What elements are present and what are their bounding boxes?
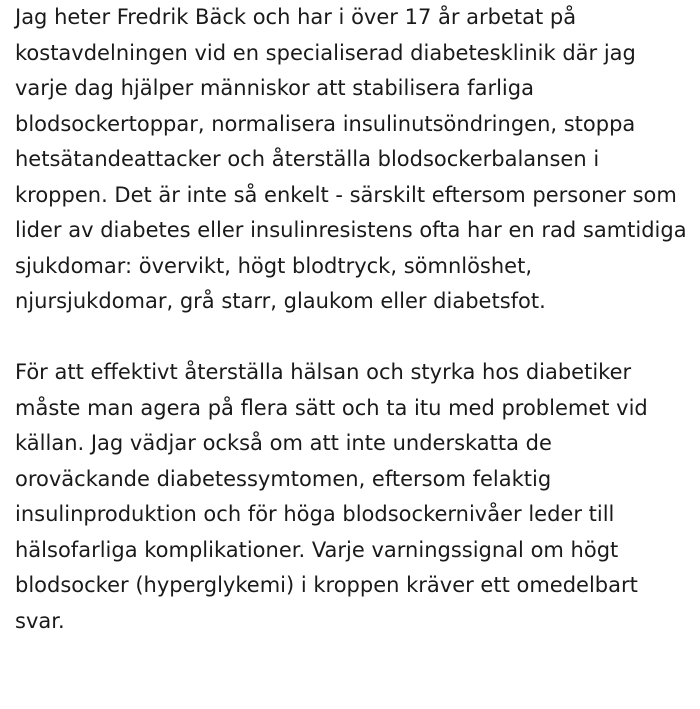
- paragraph-intro: Jag heter Fredrik Bäck och har i över 17 år arbetat på kostavdelningen vid en specialiserad diabetesklinik där jag varje dag hjälper människor att stabilisera farliga blodsockertoppar, normalisera insulinutsöndringen, stoppa hetsätandeattacker och återställa blodsockerbalansen i kroppen. Det är inte så enkelt - särskilt eftersom personer som lider av diabetes eller insulinresistens ofta har en rad samtidiga sjukdomar: övervikt, högt blodtryck, sömnlöshet, njursjukdomar, grå starr, glaukom eller diabetsfot.: [15, 5, 687, 313]
- paragraph-advice: För att effektivt återställa hälsan och styrka hos diabetiker måste man agera på flera sätt och ta itu med problemet vid källan. Jag vädjar också om att inte underskatta de oroväckande diabetessymtomen, eftersom felaktig insulinproduktion och för höga blodsockernivåer leder till hälsofarliga komplikationer. Varje varningssignal om högt blodsocker (hyperglykemi) i kroppen kräver ett omedelbart svar.: [15, 360, 648, 633]
